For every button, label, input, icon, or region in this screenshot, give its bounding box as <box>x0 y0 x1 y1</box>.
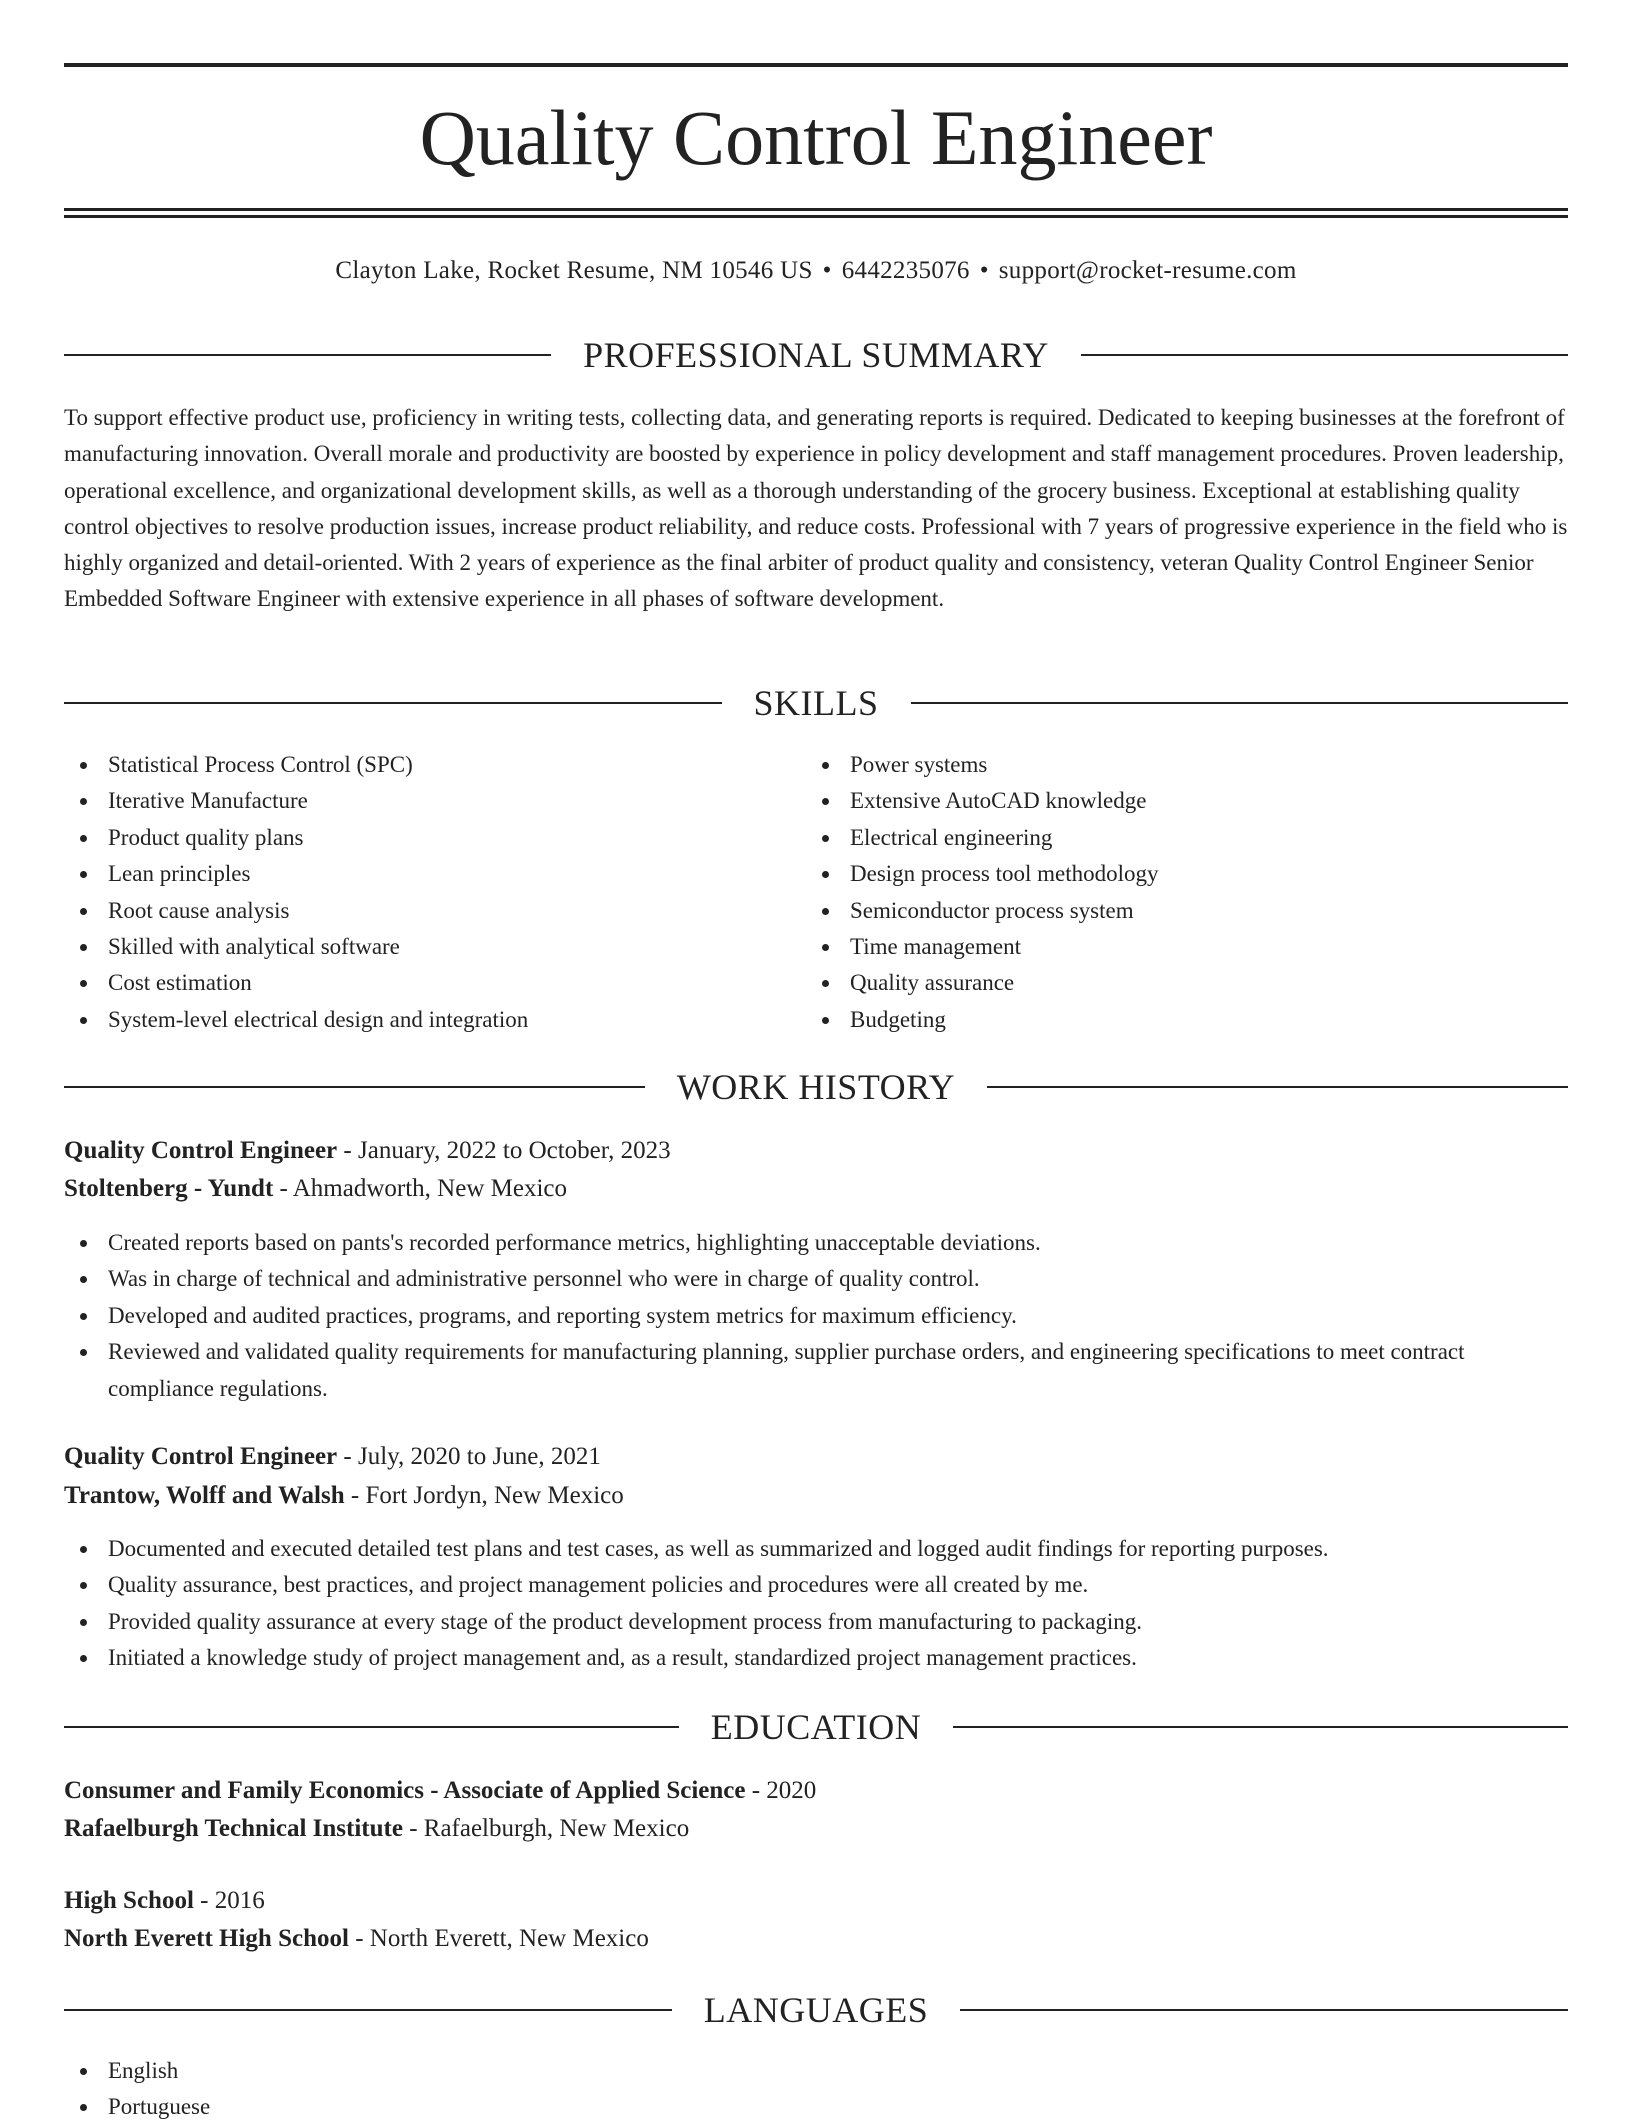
heading-rule <box>64 2009 672 2011</box>
contact-separator: • <box>979 257 989 284</box>
education-degree-line <box>64 1773 1568 1809</box>
section-heading-languages <box>64 1988 1568 2032</box>
job-duty: Created reports based on pants's recorded performance metrics, highlighting unacceptable deviations. <box>64 1225 1568 1261</box>
heading-rule <box>960 2009 1568 2011</box>
job-duty: Quality assurance, best practices, and project management policies and procedures were all created by me. <box>64 1567 1568 1603</box>
language-item: Portuguese <box>64 2089 1568 2125</box>
job-title-line <box>64 1439 1568 1475</box>
languages-list <box>64 2053 1568 2126</box>
skill-item: Time management <box>806 929 1546 965</box>
skills-list-left <box>64 747 804 1038</box>
job-duty: Provided quality assurance at every stage of the product development process from manufacturing to packaging. <box>64 1604 1568 1640</box>
skill-item: Quality assurance <box>806 965 1546 1001</box>
page-title: Quality Control Engineer <box>419 94 1213 181</box>
education-year: - 2020 <box>745 1777 817 1804</box>
job-duties-list <box>64 1225 1568 1407</box>
education-school-line <box>64 1921 1568 1957</box>
title-rule-lower <box>64 215 1568 218</box>
skill-item: Extensive AutoCAD knowledge <box>806 783 1546 819</box>
section-title: WORK HISTORY <box>676 1067 956 1107</box>
contact-address: Clayton Lake, Rocket Resume, NM 10546 US <box>335 257 813 284</box>
job-location: - Ahmadworth, New Mexico <box>273 1175 567 1202</box>
title-rule-upper <box>64 208 1568 211</box>
skill-item: Product quality plans <box>64 820 804 856</box>
skill-item: Electrical engineering <box>806 820 1546 856</box>
education-degree-line <box>64 1883 1568 1919</box>
section-title: LANGUAGES <box>703 1990 929 2030</box>
education-location: - Rafaelburgh, New Mexico <box>402 1815 690 1842</box>
contact-line <box>64 254 1568 288</box>
section-title: EDUCATION <box>710 1707 922 1747</box>
education-school-line <box>64 1811 1568 1847</box>
skill-item: Statistical Process Control (SPC) <box>64 747 804 783</box>
section-heading-work-history <box>64 1065 1568 1109</box>
education-school: North Everett High School <box>64 1925 349 1952</box>
skill-item: Design process tool methodology <box>806 856 1546 892</box>
contact-email: support@rocket-resume.com <box>998 257 1297 284</box>
job-dates: - January, 2022 to October, 2023 <box>337 1137 671 1164</box>
skill-item: Lean principles <box>64 856 804 892</box>
job-duties-list <box>64 1531 1568 1677</box>
education-degree: Consumer and Family Economics - Associate of Applied Science <box>64 1777 746 1804</box>
heading-rule <box>64 702 722 704</box>
section-title: SKILLS <box>753 683 879 723</box>
education-location: - North Everett, New Mexico <box>348 1925 649 1952</box>
job-company-line <box>64 1478 1568 1514</box>
section-title: PROFESSIONAL SUMMARY <box>583 335 1049 375</box>
skill-item: Budgeting <box>806 1002 1546 1038</box>
skill-item: Iterative Manufacture <box>64 783 804 819</box>
job-title-line <box>64 1133 1568 1169</box>
job-company-line <box>64 1171 1568 1207</box>
contact-phone: 6442235076 <box>841 257 970 284</box>
job-role: Quality Control Engineer <box>64 1443 338 1470</box>
heading-rule <box>64 1726 679 1728</box>
heading-rule <box>987 1086 1568 1088</box>
job-duty: Initiated a knowledge study of project management and, as a result, standardized project management practices. <box>64 1640 1568 1676</box>
job-duty: Reviewed and validated quality requirements for manufacturing planning, supplier purchase orders, and engineering specifications to meet contract compliance regulations. <box>64 1334 1568 1407</box>
language-item: English <box>64 2053 1568 2089</box>
job-company: Trantow, Wolff and Walsh <box>64 1482 345 1509</box>
skill-item: Semiconductor process system <box>806 893 1546 929</box>
skills-list-right <box>806 747 1546 1038</box>
skill-item: Power systems <box>806 747 1546 783</box>
heading-rule <box>911 702 1569 704</box>
section-heading-skills <box>64 681 1568 725</box>
job-location: - Fort Jordyn, New Mexico <box>344 1482 624 1509</box>
education-school: Rafaelburgh Technical Institute <box>64 1815 403 1842</box>
job-company: Stoltenberg - Yundt <box>64 1175 274 1202</box>
skill-item: System-level electrical design and integration <box>64 1002 804 1038</box>
education-degree: High School <box>64 1887 194 1914</box>
heading-rule <box>1081 354 1568 356</box>
skill-item: Cost estimation <box>64 965 804 1001</box>
section-heading-summary <box>64 333 1568 377</box>
section-heading-education <box>64 1705 1568 1749</box>
skill-item: Skilled with analytical software <box>64 929 804 965</box>
heading-rule <box>64 354 551 356</box>
top-rule <box>64 63 1568 67</box>
heading-rule <box>953 1726 1568 1728</box>
contact-separator: • <box>822 257 832 284</box>
summary-text: To support effective product use, proficiency in writing tests, collecting data, and generating reports is required. Dedicated to keeping businesses at the forefront of manufacturing innovation. Overall morale and productivity are boosted by experience in policy development and staff management procedures. Proven leadership, operational excellence, and organizational development skills, as well as a thorough understanding of the grocery business. Exceptional at establishing quality control objectives to resolve production issues, increase product reliability, and reduce costs. Professional with 7 years of progressive experience in the field who is highly organized and detail-oriented. With 2 years of experience as the final arbiter of product quality and consistency, veteran Quality Control Engineer Senior Embedded Software Engineer with extensive experience in all phases of software development. <box>64 405 1568 612</box>
job-dates: - July, 2020 to June, 2021 <box>337 1443 601 1470</box>
job-duty: Was in charge of technical and administrative personnel who were in charge of quality control. <box>64 1261 1568 1297</box>
job-role: Quality Control Engineer <box>64 1137 338 1164</box>
job-duty: Documented and executed detailed test plans and test cases, as well as summarized and logged audit findings for reporting purposes. <box>64 1531 1568 1567</box>
job-duty: Developed and audited practices, programs, and reporting system metrics for maximum efficiency. <box>64 1298 1568 1334</box>
skill-item: Root cause analysis <box>64 893 804 929</box>
education-year: - 2016 <box>193 1887 265 1914</box>
heading-rule <box>64 1086 645 1088</box>
